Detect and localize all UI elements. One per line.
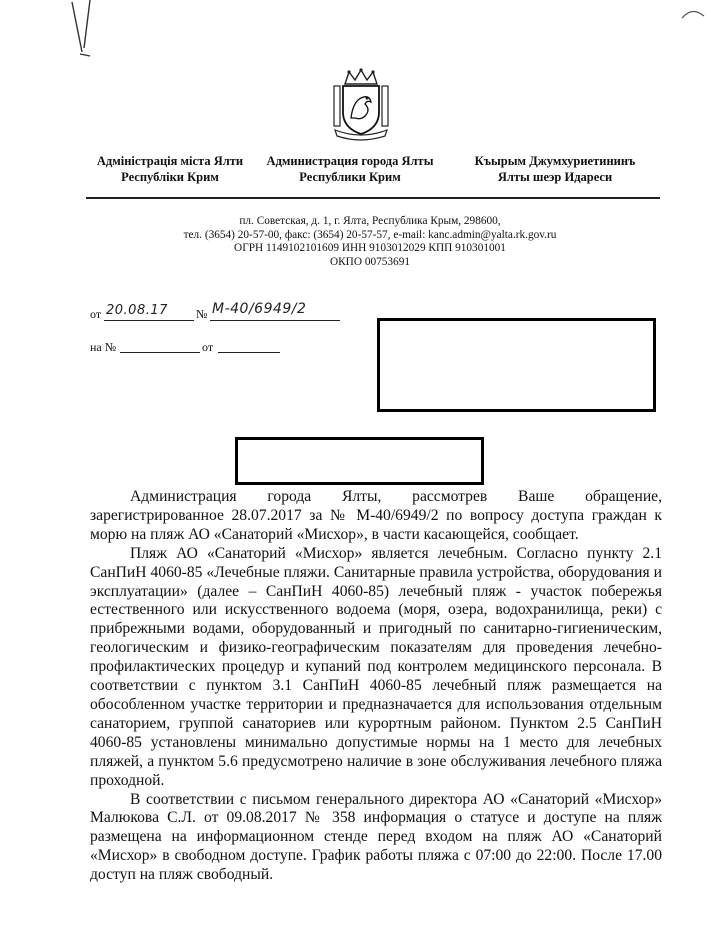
paragraph-access-info: В соответствии с письмом генерального директора АО «Санаторий «Мисхор» Малюкова С.Л. от 09.08.2017 № 358 информация о статусе и доступе на пляж размещена на информационном стенде перед входом на пляж АО «Санаторий «Мисхор» в свободном доступе. График работы пляжа с 07:00 до 22:00. После 17.00 доступ на пляж свободный. (90, 790, 662, 884)
reference-row (90, 340, 290, 358)
org-name-russian: Администрация города Ялты Республики Крим (266, 154, 434, 184)
scan-mark-left (60, 0, 100, 60)
registration-date-row (90, 303, 360, 325)
paragraph-intro: Администрация города Ялты, рассмотрев Ваше обращение, зарегистрированное 28.07.2017 за № М-40/6949/2 по вопросу доступа граждан к морю на пляж АО «Санаторий «Мисхор», в части касающейся, сообщает. (90, 488, 662, 543)
date-label: от (90, 307, 102, 321)
scan-mark-right (678, 4, 708, 34)
redacted-salutation-box (235, 437, 484, 485)
number-underline (210, 320, 340, 321)
address-line: пл. Советская, д. 1, г. Ялта, Республика Крым, 298600, (239, 215, 501, 227)
contacts-block (160, 215, 580, 269)
registry-codes-line: ОГРН 1149102101609 ИНН 9103012029 КПП 910301001 (234, 242, 506, 254)
number-label: № (196, 307, 208, 321)
letter-body (90, 488, 662, 885)
date-handwritten: 20.08.17 (106, 303, 168, 318)
phone-email-line: тел. (3654) 20-57-00, факс: (3654) 20-57-57, e-mail: kanc.admin@yalta.rk.gov.ru (183, 228, 557, 241)
ref-number-line (120, 352, 200, 353)
org-name-ukrainian: Адміністрація міста Ялти Республіки Крим (96, 154, 244, 184)
okpo-line: ОКПО 00753691 (329, 255, 411, 268)
number-handwritten: М-40/6949/2 (212, 301, 307, 317)
ref-date-line (218, 352, 280, 353)
crimea-coat-of-arms-icon (331, 68, 391, 144)
emblem (331, 68, 391, 144)
org-name-crimean-tatar: Къырым Джумхуриетининъ Ялты шеэр Идареси (474, 154, 636, 184)
paragraph-beach-status: Пляж АО «Санаторий «Мисхор» является лечебным. Согласно пункту 2.1 СанПиН 4060-85 «Лечебные пляжи. Санитарные правила устройства, оборудования и эксплуатации» (далее – СанПиН 4060-85) лечебный пляж - участок побережья естественного или искусственного водоема (моря, озера, водохранилища, реки) с прибрежными водами, оборудованный и пригодный по санитарно-гигиеническим, геологическим и физико-географическим показателям для проведения лечебно-профилактических процедур и купаний под контролем медицинского персонала. В соответствии с пунктом 3.1 СанПиН 4060-85 лечебный пляж размещается на обособленном участке территории и предназначается для использования отдельным санаторием, группой санаториев или курортным районом. Пунктом 2.5 СанПиН 4060-85 установлены минимально допустимые нормы на 1 место для лечебных пляжей, а пунктом 5.6 предусмотрено наличие в зоне обслуживания лечебного пляжа проходной. (90, 544, 662, 789)
header-divider (86, 197, 660, 199)
ref-from-label: от (202, 340, 214, 354)
ref-label: на № (90, 340, 117, 354)
redacted-addressee-box (377, 318, 656, 412)
date-underline (104, 320, 194, 321)
